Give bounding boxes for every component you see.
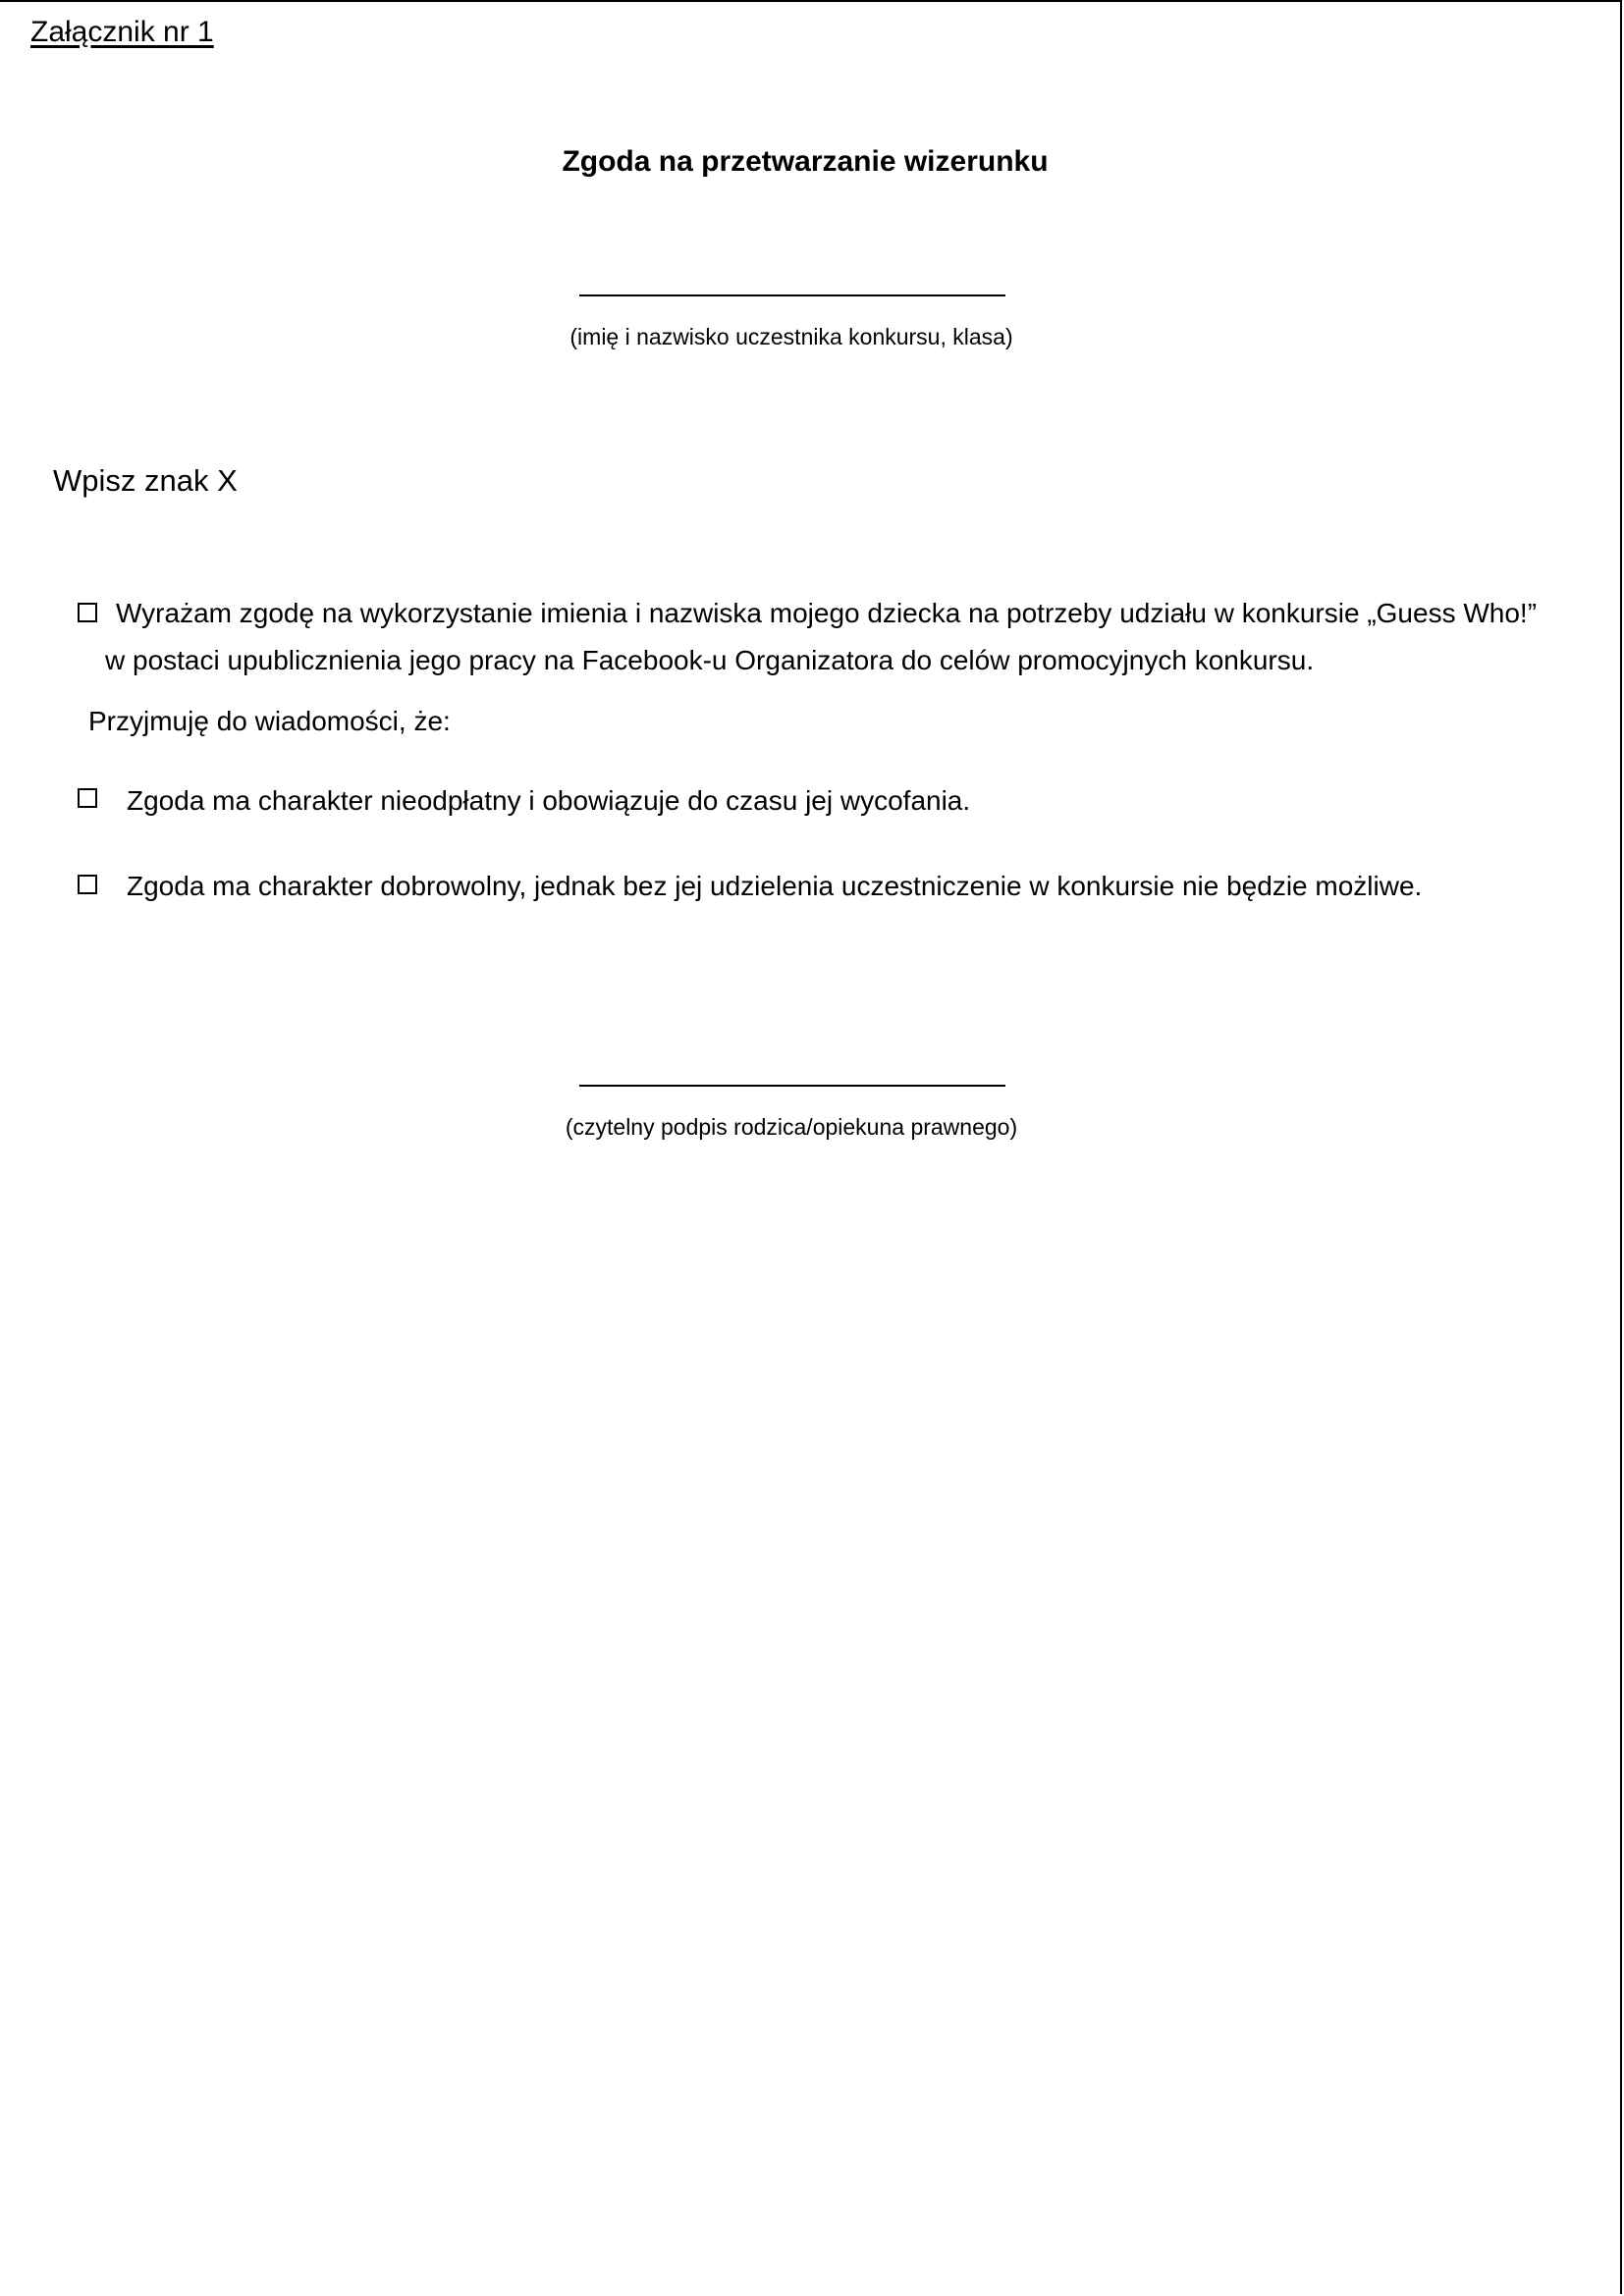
consent-text-line-2: w postaci upublicznienia jego pracy na Facebook-u Organizatora do celów promocyjnych konkursu. [105, 645, 1315, 675]
free-of-charge-statement: Zgoda ma charakter nieodpłatny i obowiązuje do czasu jej wycofania. [127, 785, 971, 816]
participant-name-line[interactable] [579, 294, 1005, 296]
consent-text-line-1: Wyrażam zgodę na wykorzystanie imienia i nazwiska mojego dziecka na potrzeby udziału w konkursie „Guess Who!” [116, 598, 1538, 628]
document-title: Zgoda na przetwarzanie wizerunku [562, 145, 1049, 178]
consent-checkbox[interactable] [78, 603, 97, 622]
voluntary-checkbox[interactable] [78, 875, 97, 894]
instruction-text: Wpisz znak X [53, 463, 238, 498]
free-of-charge-checkbox[interactable] [78, 788, 97, 808]
attachment-label: Załącznik nr 1 [30, 16, 214, 48]
participant-name-caption: (imię i nazwisko uczestnika konkursu, klasa) [569, 324, 1013, 349]
notice-intro: Przyjmuję do wiadomości, że: [88, 706, 451, 736]
voluntary-statement: Zgoda ma charakter dobrowolny, jednak bez jej udzielenia uczestniczenie w konkursie nie będzie możliwe. [127, 871, 1423, 901]
signature-caption: (czytelny podpis rodzica/opiekuna prawnego) [565, 1114, 1018, 1140]
signature-line[interactable] [579, 1085, 1005, 1087]
